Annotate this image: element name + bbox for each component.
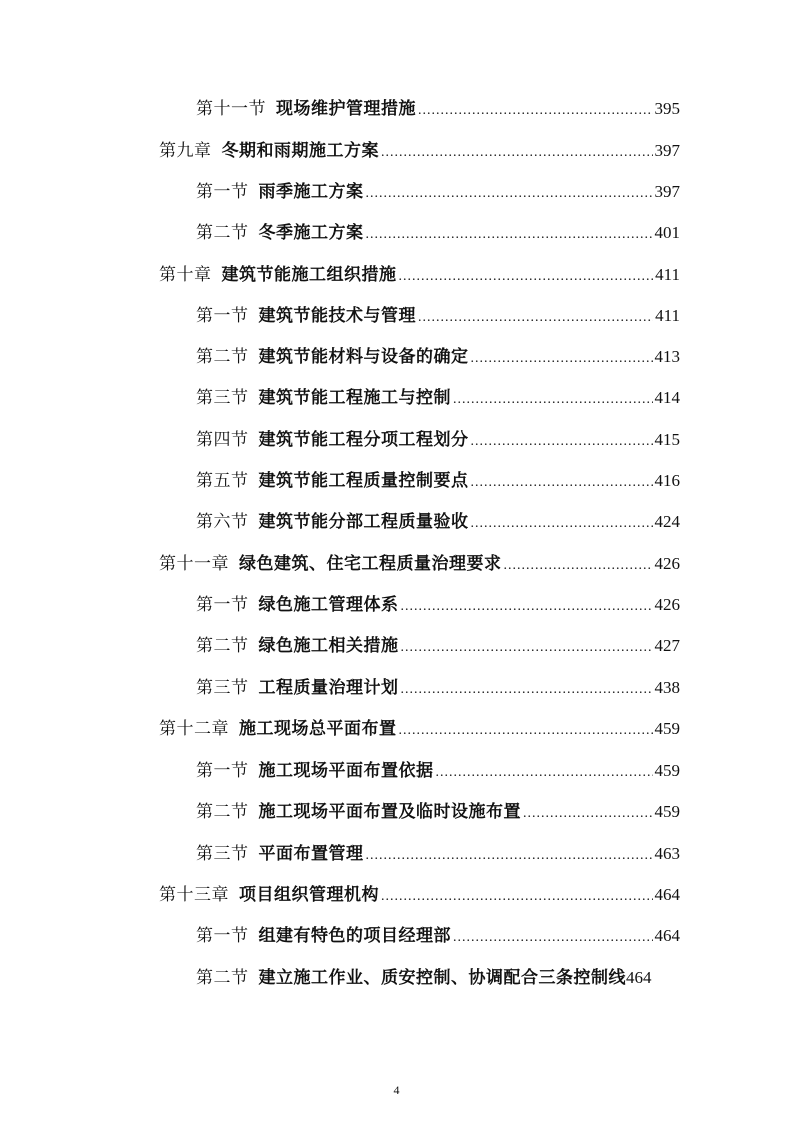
toc-entry-page: 463 — [654, 844, 680, 863]
toc-entry-title: 建筑节能分部工程质量验收 — [258, 512, 469, 532]
toc-entry-title: 施工现场平面布置及临时设施布置 — [258, 802, 521, 822]
toc-entry-label: 第十二章 — [159, 719, 229, 739]
toc-entry-title: 建筑节能工程质量控制要点 — [258, 471, 469, 491]
toc-entry[interactable] — [159, 714, 680, 744]
toc-entry-label: 第十一节 — [196, 99, 266, 119]
toc-entry-title: 建筑节能材料与设备的确定 — [258, 347, 469, 367]
toc-entry[interactable] — [196, 383, 680, 413]
toc-entry-page: 427 — [654, 636, 680, 655]
toc-entry-page: 426 — [654, 554, 680, 573]
toc-entry-page: 413 — [654, 347, 680, 366]
toc-entry-label: 第十三章 — [159, 885, 229, 905]
dot-leader — [471, 468, 653, 498]
toc-entry[interactable] — [196, 301, 680, 331]
toc-entry-label: 第三节 — [196, 678, 249, 698]
toc-entry-title: 平面布置管理 — [258, 844, 364, 864]
dot-leader — [436, 758, 653, 788]
toc-entry-page: 401 — [654, 223, 680, 242]
toc-entry-title: 绿色施工相关措施 — [258, 636, 399, 656]
toc-entry-title: 绿色施工管理体系 — [258, 595, 399, 615]
toc-entry[interactable] — [196, 797, 680, 827]
toc-entry-label: 第二节 — [196, 802, 249, 822]
toc-entry-title: 施工现场平面布置依据 — [258, 761, 434, 781]
dot-leader — [366, 220, 653, 250]
toc-entry[interactable] — [159, 880, 680, 910]
toc-entry-label: 第二节 — [196, 347, 249, 367]
toc-entry-label: 第一节 — [196, 926, 249, 946]
dot-leader — [366, 179, 653, 209]
toc-entry-label: 第二节 — [196, 223, 249, 243]
toc-entry-page: 438 — [654, 678, 680, 697]
toc-entry-page: 411 — [655, 265, 680, 284]
toc-entry[interactable] — [196, 631, 680, 661]
page-number: 4 — [393, 1083, 400, 1097]
toc-entry-title: 冬季施工方案 — [258, 223, 364, 243]
toc-entry[interactable] — [196, 963, 680, 993]
dot-leader — [471, 509, 653, 539]
toc-entry-page: 459 — [654, 802, 680, 821]
dot-leader — [418, 303, 653, 333]
dot-leader — [381, 882, 653, 912]
toc-entry-page: 464 — [654, 885, 680, 904]
toc-entry[interactable] — [159, 136, 680, 166]
toc-entry-title: 工程质量治理计划 — [258, 678, 399, 698]
toc-entry-page: 464 — [626, 968, 652, 987]
toc-entry-label: 第二节 — [196, 968, 249, 988]
dot-leader — [504, 551, 653, 581]
toc-entry-label: 第二节 — [196, 636, 249, 656]
toc-entry-title: 建筑节能技术与管理 — [258, 306, 416, 326]
toc-entry-page: 416 — [654, 471, 680, 490]
toc-entry-page: 459 — [654, 719, 680, 738]
dot-leader — [453, 923, 653, 953]
toc-entry-label: 第一节 — [196, 595, 249, 615]
toc-entry-title: 建筑节能工程分项工程划分 — [258, 430, 469, 450]
dot-leader — [471, 427, 653, 457]
toc-entry[interactable] — [196, 342, 680, 372]
toc-entry-label: 第十章 — [159, 265, 212, 285]
toc-entry[interactable] — [196, 839, 680, 869]
toc-entry-label: 第十一章 — [159, 554, 229, 574]
dot-leader — [366, 841, 653, 871]
dot-leader — [453, 385, 653, 415]
toc-entry[interactable] — [196, 466, 680, 496]
toc-entry-title: 现场维护管理措施 — [276, 99, 416, 119]
dot-leader — [401, 675, 653, 705]
toc-entry-title: 冬期和雨期施工方案 — [221, 141, 379, 161]
toc-entry[interactable] — [196, 590, 680, 620]
toc-entry-label: 第一节 — [196, 761, 249, 781]
toc-entry-title: 雨季施工方案 — [258, 182, 364, 202]
toc-entry-title: 建筑节能工程施工与控制 — [258, 388, 451, 408]
toc-entry-label: 第三节 — [196, 388, 249, 408]
dot-leader — [399, 262, 654, 292]
toc-entry[interactable] — [196, 756, 680, 786]
toc-entry-page: 414 — [654, 388, 680, 407]
toc-entry-page: 415 — [654, 430, 680, 449]
dot-leader — [418, 96, 653, 126]
toc-entry[interactable] — [196, 507, 680, 537]
toc-entry[interactable] — [159, 549, 680, 579]
toc-entry-label: 第六节 — [196, 512, 249, 532]
toc-entry-page: 464 — [654, 926, 680, 945]
toc-entry[interactable] — [196, 425, 680, 455]
toc-entry-label: 第四节 — [196, 430, 249, 450]
toc-entry-page: 397 — [654, 182, 680, 201]
dot-leader — [523, 799, 653, 829]
toc-entry[interactable] — [196, 177, 680, 207]
toc-entry-title: 施工现场总平面布置 — [239, 719, 397, 739]
toc-entry[interactable] — [196, 218, 680, 248]
toc-entry-label: 第三节 — [196, 844, 249, 864]
toc-entry-label: 第九章 — [159, 141, 212, 161]
toc-entry-label: 第五节 — [196, 471, 249, 491]
toc-entry-page: 397 — [654, 141, 680, 160]
toc-entry-page: 395 — [654, 99, 680, 118]
toc-entry[interactable] — [196, 921, 680, 951]
toc-entry-page: 411 — [655, 306, 680, 325]
dot-leader — [401, 633, 653, 663]
toc-entry[interactable] — [196, 94, 680, 124]
toc-entry-page: 424 — [654, 512, 680, 531]
toc-entry-label: 第一节 — [196, 306, 249, 326]
toc-entry-label: 第一节 — [196, 182, 249, 202]
toc-entry-page: 426 — [654, 595, 680, 614]
toc-entry-page: 459 — [654, 761, 680, 780]
toc-entry-title: 项目组织管理机构 — [239, 885, 379, 905]
toc-entry-title: 组建有特色的项目经理部 — [258, 926, 451, 946]
toc-entry[interactable] — [159, 260, 680, 290]
dot-leader — [381, 138, 653, 168]
dot-leader — [399, 716, 653, 746]
toc-entry-title: 建立施工作业、质安控制、协调配合三条控制线 — [258, 968, 626, 988]
toc-entry-title: 绿色建筑、住宅工程质量治理要求 — [239, 554, 502, 574]
dot-leader — [401, 592, 653, 622]
toc-entry[interactable] — [196, 673, 680, 703]
toc-entry-title: 建筑节能施工组织措施 — [221, 265, 397, 285]
dot-leader — [471, 344, 653, 374]
